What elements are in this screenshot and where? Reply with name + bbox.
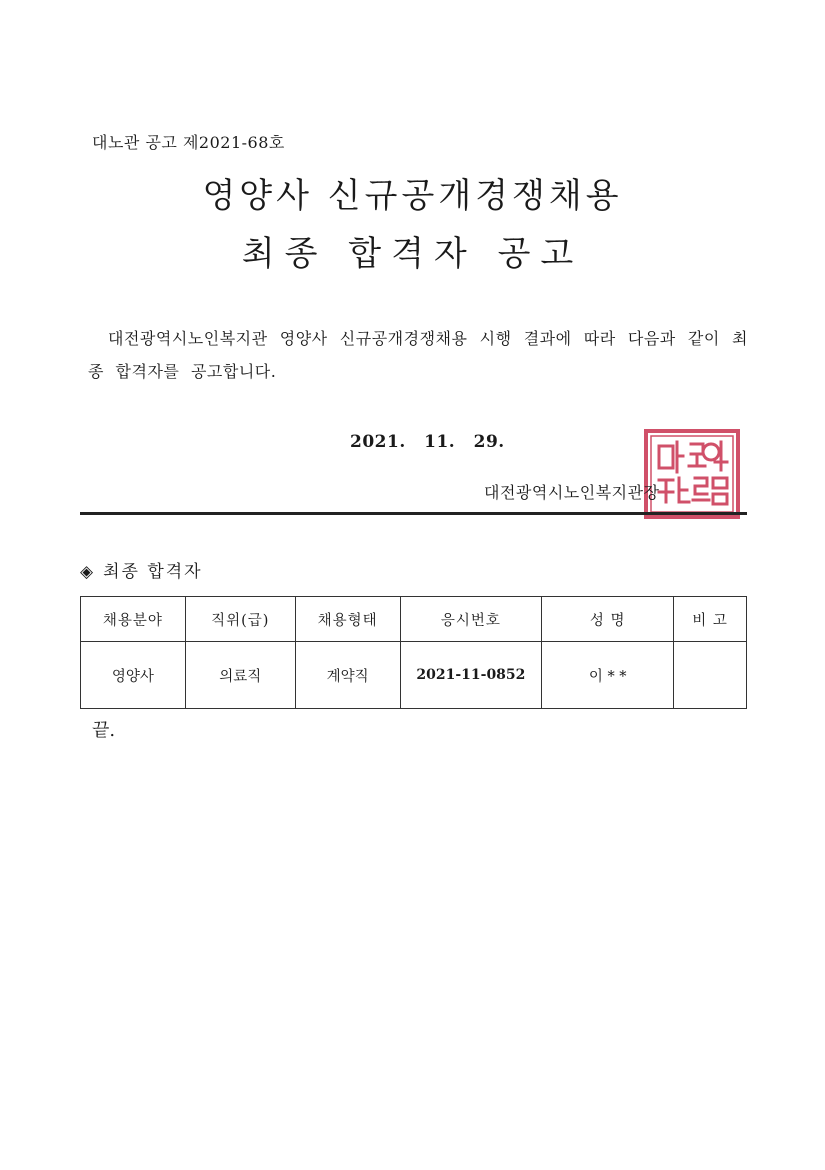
horizontal-rule	[80, 512, 747, 515]
table-header-row	[81, 597, 747, 642]
table-row	[81, 642, 747, 709]
cell-name: 이 * *	[542, 642, 674, 709]
end-mark: 끝.	[92, 720, 116, 741]
document-number: 대노관 공고 제2021-68호	[92, 133, 285, 152]
announcement-body: 대전광역시노인복지관 영양사 신규공개경쟁채용 시행 결과에 따라 다음과 같이 최종 합격자를 공고합니다.	[88, 329, 748, 381]
cell-field: 영양사	[81, 642, 186, 709]
title-line-1: 영양사 신규공개경쟁채용	[202, 176, 623, 216]
cell-position: 의료직	[185, 642, 295, 709]
diamond-icon: ◈	[80, 562, 96, 582]
results-table	[80, 596, 747, 709]
section-heading	[80, 557, 203, 582]
title-line-2: 최종 합격자 공고	[241, 234, 584, 274]
cell-remarks	[674, 642, 747, 709]
header-field: 채용분야	[81, 597, 186, 642]
section-heading-label: 최종 합격자	[103, 562, 203, 582]
header-applicant-number: 응시번호	[400, 597, 542, 642]
header-position: 직위(급)	[185, 597, 295, 642]
signer-name: 대전광역시노인복지관장	[484, 483, 660, 502]
cell-applicant-number: 2021-11-0852	[400, 642, 542, 709]
cell-employment-type: 계약직	[295, 642, 400, 709]
official-seal	[643, 428, 741, 520]
header-name: 성 명	[542, 597, 674, 642]
header-remarks: 비 고	[674, 597, 747, 642]
header-employment-type: 채용형태	[295, 597, 400, 642]
announcement-date: 2021. 11. 29.	[350, 432, 505, 452]
